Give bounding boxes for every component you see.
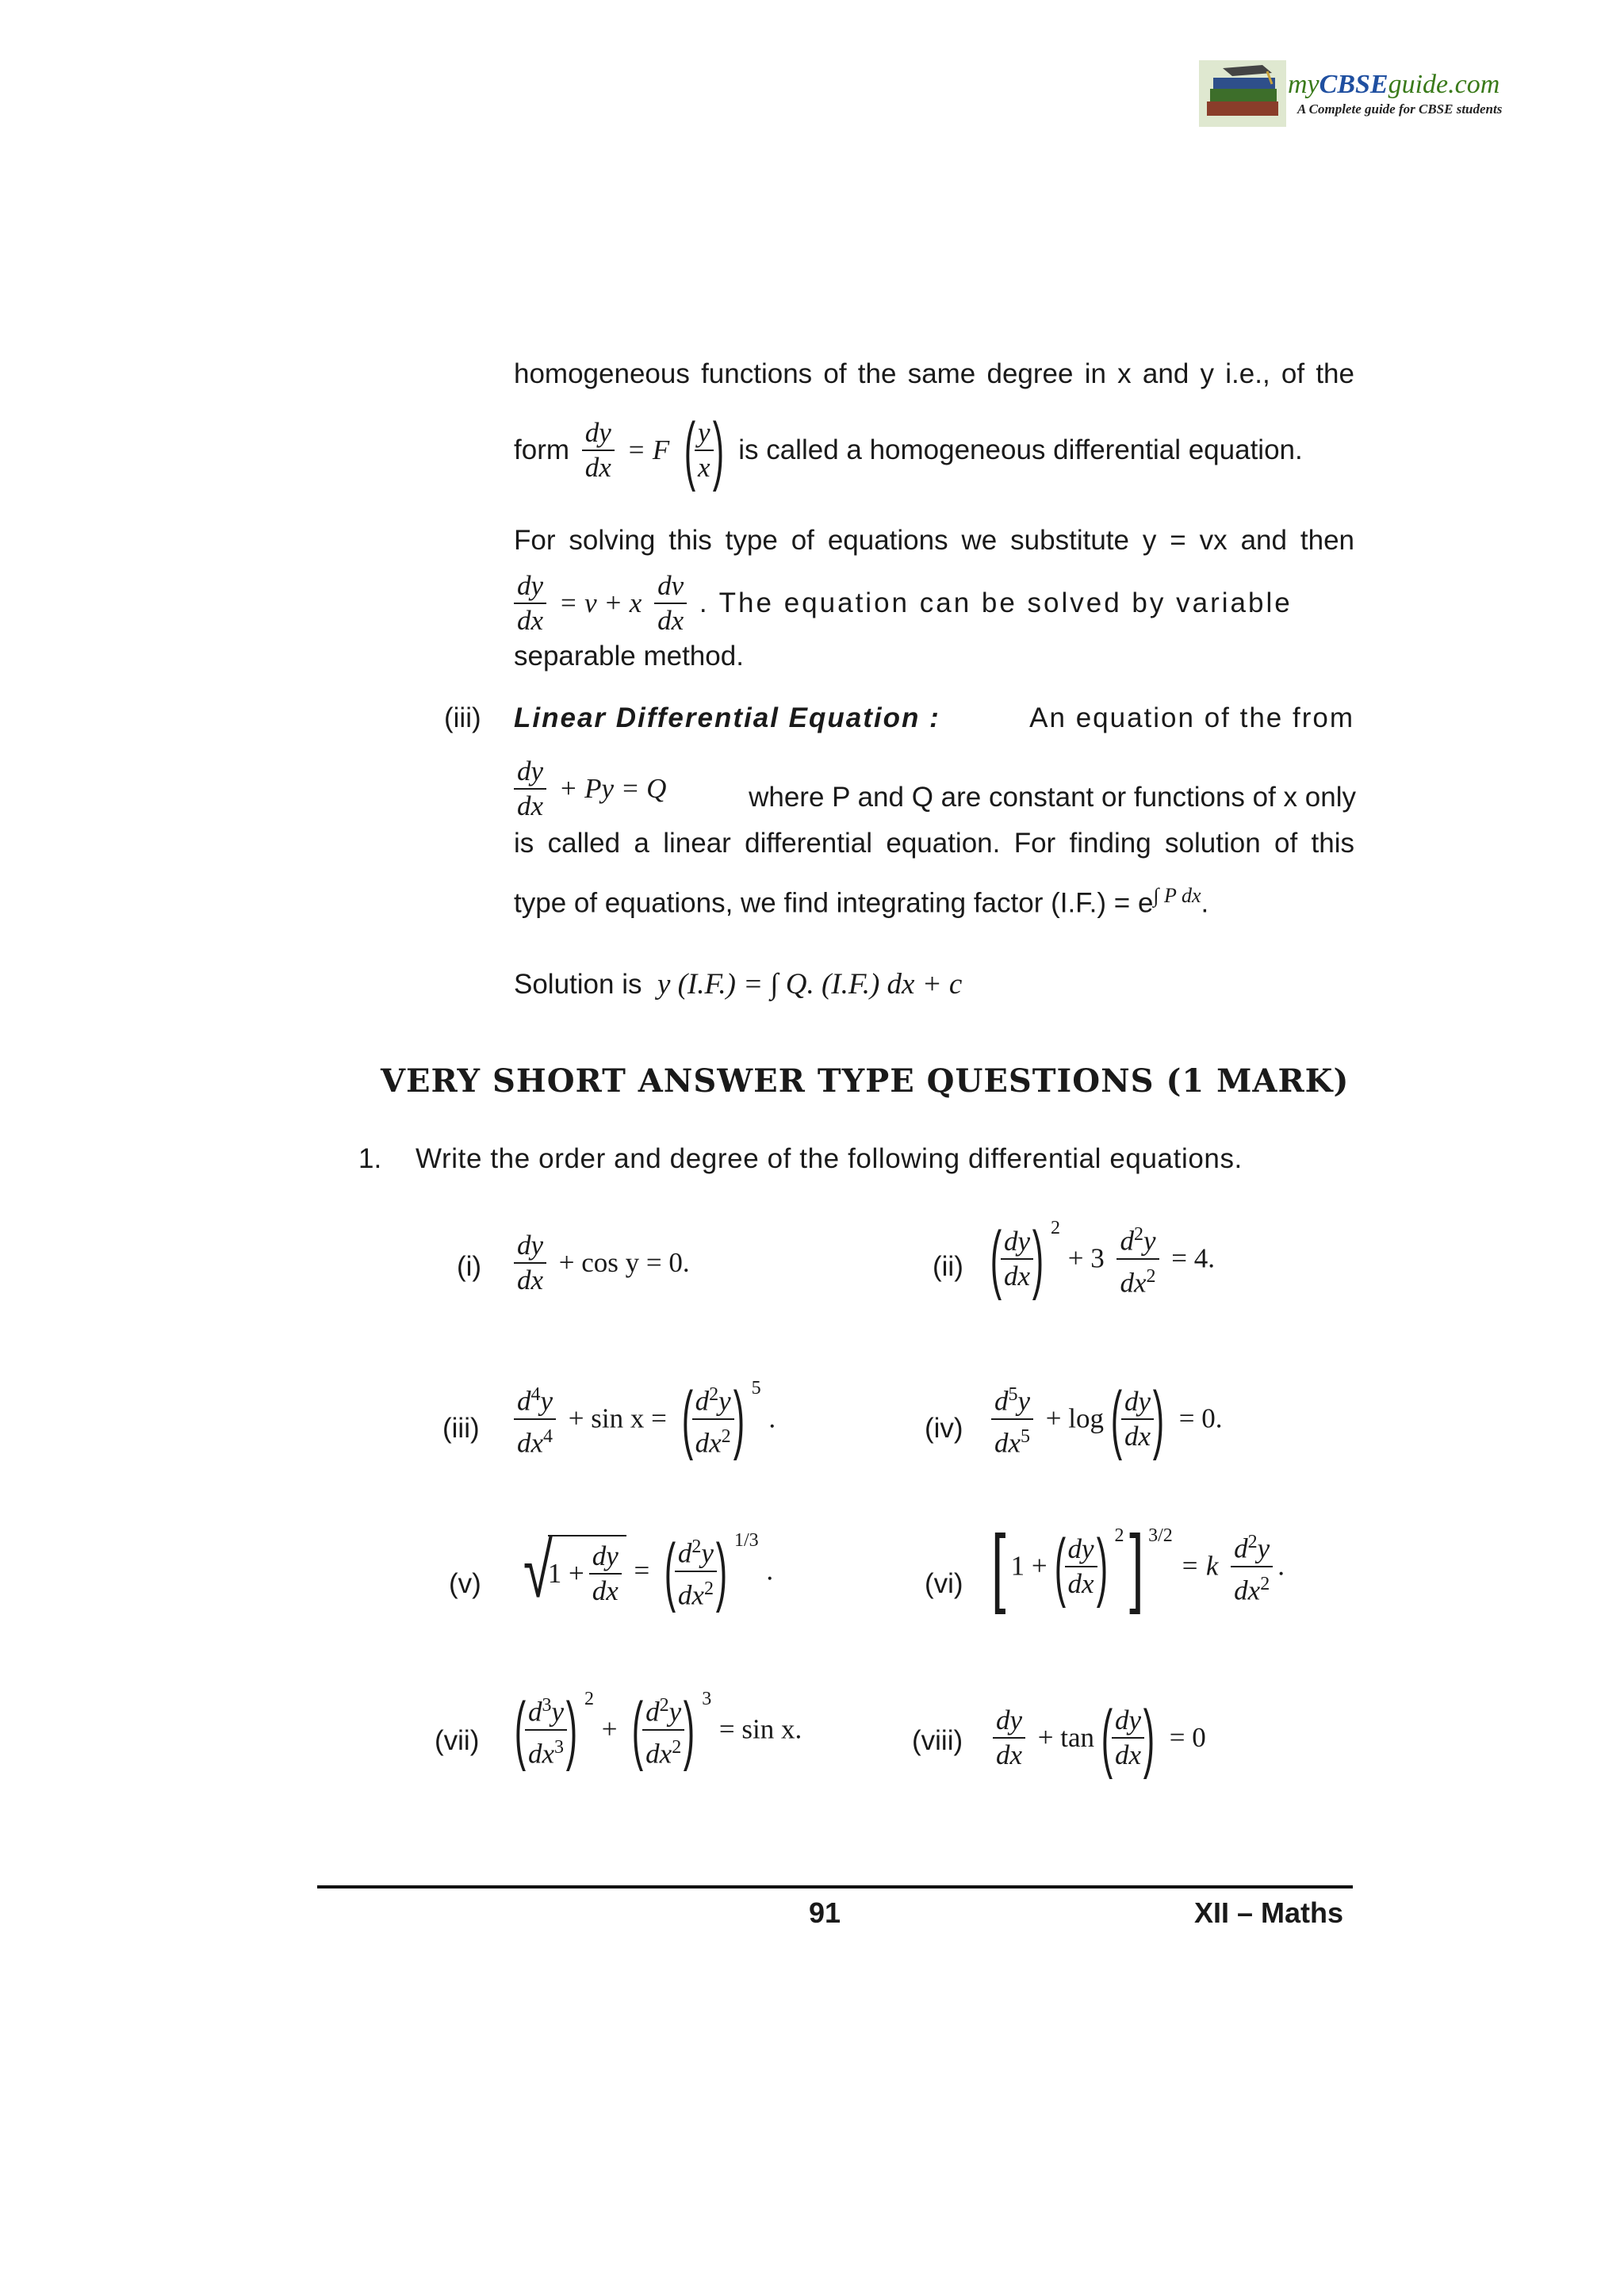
item-vi-label: (vi) [925,1568,963,1599]
dy-dx-fraction: $\frac{dy}{dx}$ [514,1229,546,1297]
left-paren: ( [1054,1523,1066,1609]
logo [1199,60,1510,127]
logo-tagline: A Complete guide for CBSE students [1297,101,1503,117]
right-paren: ) [712,408,724,492]
item-ii-label: (ii) [933,1251,963,1282]
para1-form-equation [514,408,1303,492]
para3-line1 [514,702,1354,734]
solution-label: Solution is [514,969,642,1000]
para1-tail: is called a homogeneous differential equation. [738,434,1303,465]
solution-equation: y (I.F.) = ∫ Q. (I.F.) dx + c [657,968,963,1001]
left-paren: ( [631,1686,644,1772]
item-iii-mid: + sin x = [568,1402,667,1434]
left-paren: ( [684,408,696,492]
item-viii-mid: + tan [1037,1722,1095,1753]
page-number: 91 [809,1896,841,1929]
d2y-dx2-fraction: $\frac{d^2y}{dx^2}$ [692,1378,734,1460]
para3-equation [514,755,1356,823]
left-paren: ( [664,1528,676,1613]
item-ii-tail: = 4. [1171,1242,1215,1274]
para2-tail: . The equation can be solved by variable [699,587,1293,618]
para3-label: (iii) [444,702,481,733]
d4y-dx4-fraction: $\frac{d^4y}{dx^4}$ [514,1378,556,1460]
para2-line1: For solving this type of equations we substitute y = vx and then [514,525,1354,556]
right-bracket: ] [1128,1517,1143,1615]
item-i-label: (i) [457,1251,482,1282]
section-heading: VERY SHORT ANSWER TYPE QUESTIONS (1 MARK) [381,1062,1350,1100]
left-paren: ( [681,1376,693,1461]
dv-dx-fraction: $\frac{dv}{dx}$ [654,569,687,637]
right-paren: ) [565,1686,578,1772]
item-v-equation: √1 + $\frac{dy}{dx}$ = ( $\frac{d^2y}{dx^2}$ ) $^{1/3}$ . [523,1528,774,1613]
item-vii-label: (vii) [435,1725,480,1756]
dy-dx-fraction: $\frac{dy}{dx}$ [589,1540,622,1608]
dy-dx-fraction: $\frac{dy}{dx}$ [1112,1704,1144,1772]
d2y-dx2-fraction: $\frac{d^2y}{dx^2}$ [675,1530,717,1612]
logo-title: myCBSEguide.com [1288,70,1500,99]
plus-py-equals-q: + Py = Q [558,773,667,804]
dy-dx-fraction: $\frac{dy}{dx}$ [1001,1225,1033,1293]
left-paren: ( [1101,1695,1113,1780]
footer-subject: XII – Maths [1194,1896,1344,1929]
right-paren: ) [1032,1215,1044,1301]
item-vi-tail: . [1277,1550,1285,1582]
equals-F: = F [626,434,670,465]
footer-rule [317,1885,1353,1888]
question-number: 1. [358,1143,382,1174]
d2y-dx2-fraction: $\frac{d^2y}{dx^2}$ [642,1689,684,1770]
dy-dx-fraction: $\frac{dy}{dx}$ [993,1704,1025,1772]
v-plus-x: = v + x [558,587,642,618]
item-viii-tail: = 0 [1169,1722,1206,1753]
item-ii-equation: ( $\frac{dy}{dx}$ ) $^2$ + 3 $\frac{d^2y}{dx^2}$ = 4. [990,1215,1215,1301]
right-paren: ) [684,1686,695,1772]
item-iii-label: (iii) [442,1413,480,1444]
para3-title-tail: An equation of the from [1029,702,1354,733]
item-viii-equation [993,1695,1206,1780]
item-iii-equation: $\frac{d^4y}{dx^4}$ + sin x = ( $\frac{d^2y}{dx^2}$ ) $^5$ . [514,1378,776,1460]
left-paren: ( [1110,1376,1123,1461]
item-iv-label: (iv) [925,1413,963,1444]
item-v-label: (v) [449,1568,481,1599]
item-iv-equation [991,1378,1222,1460]
right-paren: ) [1143,1695,1155,1780]
item-iv-tail: = 0. [1178,1402,1223,1434]
dy-dx-fraction: $\frac{dy}{dx}$ [514,569,546,637]
item-iv-mid: + log [1045,1402,1104,1434]
item-ii-mid: + 3 [1067,1242,1105,1274]
right-paren: ) [1152,1376,1165,1461]
para3-title: Linear Differential Equation : [514,702,940,733]
dy-dx-fraction: $\frac{dy}{dx}$ [582,416,615,484]
para3-eq-tail: where P and Q are constant or functions of x only [749,782,1356,813]
para1-line1: homogeneous functions of the same degree in x and y i.e., of the [514,358,1354,389]
y-x-fraction: $\frac{y}{x}$ [695,416,714,484]
item-vii-equation: ( $\frac{d^3y}{dx^3}$ ) $^2$ + ( $\frac{d^2y}{dx^2}$ ) $^3$ = sin x. [514,1686,802,1772]
form-label: form [514,434,569,465]
d3y-dx3-fraction: $\frac{d^3y}{dx^3}$ [525,1689,567,1770]
item-vi-mid: = k [1180,1550,1219,1582]
left-bracket: [ [991,1517,1006,1615]
right-paren: ) [715,1528,728,1613]
right-paren: ) [1096,1523,1108,1609]
item-vi-equation: [ 1 +( $\frac{dy}{dx}$ ) $^2$] $^{3/2}$ = k $\frac{d^2y}{dx^2}$ . [991,1517,1285,1615]
left-paren: ( [514,1686,527,1772]
books-icon [1199,60,1286,127]
solution-line [514,969,962,1001]
d2y-dx2-fraction: $\frac{d^2y}{dx^2}$ [1231,1525,1273,1607]
item-v-tail: . [766,1555,774,1586]
item-i-equation [514,1229,690,1297]
if-exponent: ∫ P dx [1153,884,1201,907]
right-paren: ) [733,1376,745,1461]
item-iii-tail: . [768,1402,776,1434]
dy-dx-fraction: $\frac{dy}{dx}$ [514,755,546,823]
left-paren: ( [990,1215,1002,1301]
question-text: Write the order and degree of the following differential equations. [416,1143,1243,1174]
d5y-dx5-fraction: $\frac{d^5y}{dx^5}$ [991,1378,1033,1460]
item-i-tail: + cos y = 0. [558,1247,690,1278]
item-viii-label: (viii) [912,1725,963,1756]
item-vii-tail: = sin x. [718,1713,802,1745]
d2y-dx2-fraction: $\frac{d^2y}{dx^2}$ [1116,1218,1159,1299]
para2-line3: separable method. [514,641,744,672]
para3-line3: is called a linear differential equation. For finding solution of this [514,828,1354,859]
para3-line4: type of equations, we find integrating factor $(I.F.) = e^{\int P dx}$. [514,884,1209,919]
dy-dx-fraction: $\frac{dy}{dx}$ [1121,1385,1154,1453]
sqrt-symbol: √ [523,1528,553,1613]
para2-equation [514,569,1293,637]
dy-dx-fraction: $\frac{dy}{dx}$ [1065,1533,1097,1601]
